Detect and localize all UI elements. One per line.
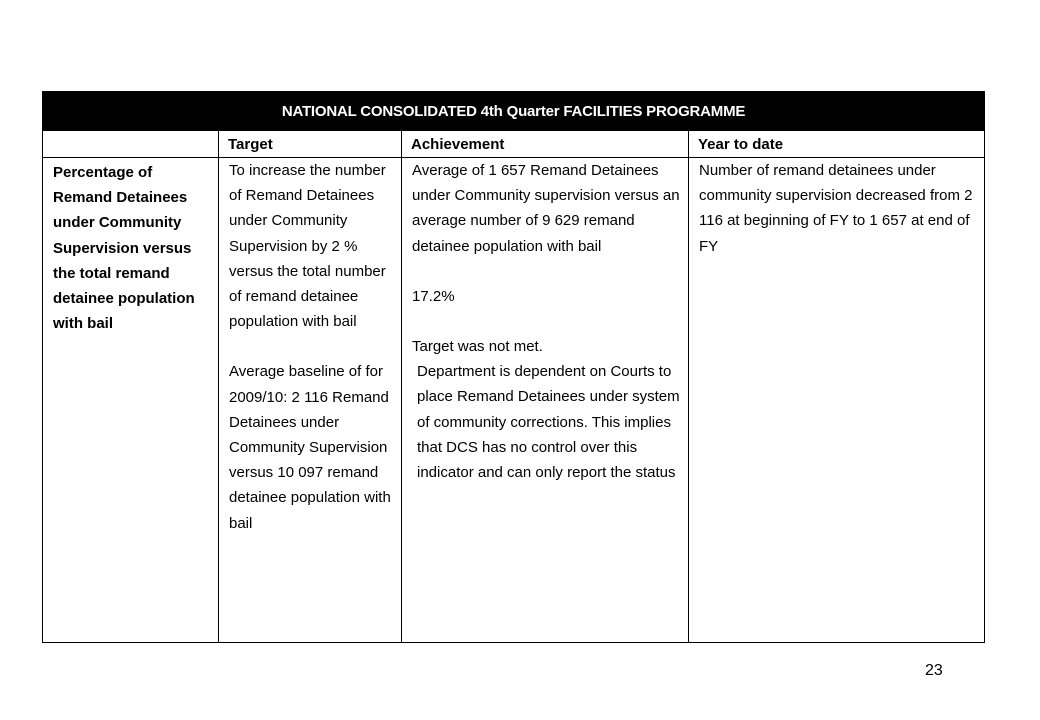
- header-target: Target: [219, 131, 402, 158]
- indicator-text: Percentage of Remand Detainees under Community Supervision versus the total remand detainee population with bail: [53, 164, 195, 333]
- target-cell: [219, 158, 402, 643]
- table-row: [43, 158, 985, 643]
- header-row: [43, 131, 985, 158]
- year-to-date-cell: [689, 158, 985, 643]
- baseline-text: Average baseline of for 2009/10: 2 116 Remand Detainees under Community Supervision versus 10 097 remand detainee population with bail: [229, 363, 391, 532]
- achievement-percentage: 17.2%: [412, 287, 455, 305]
- achievement-text: Average of 1 657 Remand Detainees under Community supervision versus an average number of 9 629 remand detainee population with bail: [412, 162, 680, 255]
- year-to-date-text: Number of remand detainees under community supervision decreased from 2 116 at beginning of FY to 1 657 at end of FY: [699, 162, 973, 255]
- target-text: To increase the number of Remand Detainees under Community Supervision by 2 % versus the total number of remand detainee population with bail: [229, 162, 386, 331]
- header-year-to-date: Year to date: [689, 131, 985, 158]
- header-achievement: Achievement: [402, 131, 689, 158]
- achievement-cell: [402, 158, 689, 643]
- table-title: NATIONAL CONSOLIDATED 4th Quarter FACILITIES PROGRAMME: [43, 92, 985, 131]
- dependency-note: Department is dependent on Courts to place Remand Detainees under system of community corrections. This implies that DCS has no control over this indicator and can only report the status: [417, 363, 680, 482]
- title-row: [43, 92, 985, 131]
- page-number: 23: [925, 662, 943, 679]
- facilities-programme-table: [42, 91, 985, 643]
- indicator-cell: [43, 158, 219, 643]
- target-status: Target was not met.: [412, 338, 543, 356]
- header-indicator: [43, 131, 219, 158]
